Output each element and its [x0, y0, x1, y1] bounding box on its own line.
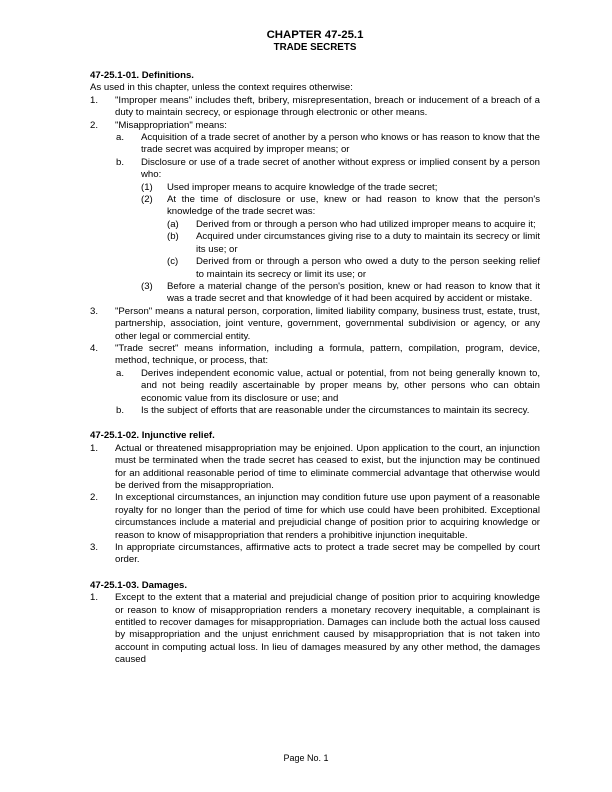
item-text: "Improper means" includes theft, bribery, misrepresentation, breach or inducement of a breach of a duty to maintain secrecy, or espionage through electronic or other means.: [115, 94, 540, 119]
item-text: Is the subject of efforts that are reasonable under the circumstances to maintain its secrecy.: [141, 404, 530, 416]
list-item: [90, 256, 540, 281]
item-text: At the time of disclosure or use, knew or had reason to know that the person's knowledge of the trade secret was:: [167, 194, 540, 218]
item-marker: 3.: [90, 542, 99, 554]
item-text: Acquired under circumstances giving rise to a duty to maintain its secrecy or limit its use; or: [196, 231, 540, 255]
item-marker: 1.: [90, 592, 99, 604]
item-marker: 3.: [90, 305, 99, 317]
item-text: In exceptional circumstances, an injunction may condition future use upon payment of a reasonable royalty for no longer than the period of time for which use could have been prohibited. Exceptional circumstances include a material and prejudicial change of position prior to acquiring knowledge or reason to know of misappropriation that renders a prohibitive injunction inequitable.: [115, 492, 540, 541]
list-item: [90, 194, 540, 219]
list-item: [90, 542, 540, 567]
list-item: [90, 492, 540, 542]
item-text: Disclosure or use of a trade secret of another without express or implied consent by a person who:: [141, 156, 540, 181]
item-marker: 4.: [90, 342, 99, 354]
item-marker: (a): [167, 218, 179, 230]
item-text: Before a material change of the person's position, knew or had reason to know that it was a trade secret and that knowledge of it had been acquired by accident or mistake.: [167, 280, 540, 305]
list-item: [90, 592, 540, 666]
section-intro: As used in this chapter, unless the context requires otherwise:: [90, 82, 353, 94]
item-marker: 2.: [90, 119, 99, 131]
list-item: [90, 306, 540, 343]
item-marker: 2.: [90, 492, 99, 504]
page-number: Page No. 1: [283, 753, 329, 763]
item-text: Derived from or through a person who owed a duty to the person seeking relief to maintain its secrecy or limit its use; or: [196, 256, 540, 280]
section-definitions: [90, 70, 540, 417]
list-item: [90, 95, 540, 120]
item-marker: b.: [116, 156, 125, 168]
list-item: [90, 231, 540, 256]
item-text: "Misappropriation" means:: [115, 119, 227, 131]
item-text: Used improper means to acquire knowledge of the trade secret;: [167, 181, 438, 193]
item-marker: 1.: [90, 94, 99, 106]
list-item: [90, 219, 540, 231]
document-body: [90, 29, 540, 680]
list-item: [90, 120, 540, 132]
chapter-title: CHAPTER 47-25.1: [266, 29, 364, 41]
item-text: Actual or threatened misappropriation may be enjoined. Upon application to the court, an injunction must be terminated when the trade secret has ceased to exist, but the injunction may be continued for an additional reasonable period of time to eliminate commercial advantage that otherwise would be derived from the misappropriation.: [115, 442, 540, 491]
list-item: [90, 281, 540, 306]
item-text: Except to the extent that a material and prejudicial change of position prior to acquiring knowledge or reason to know of misappropriation renders a monetary recovery inequitable, a complainant is entitled to recover damages for misappropriation. Damages can include both the actual loss caused by misappropriation and the unjust enrichment caused by misappropriation that is not taken into account in computing actual loss. In lieu of damages measured by any other method, the damages caused: [115, 592, 540, 666]
list-item: [90, 157, 540, 182]
item-marker: (3): [141, 280, 153, 292]
item-marker: (c): [167, 256, 179, 268]
list-item: [90, 343, 540, 368]
item-marker: (b): [167, 231, 179, 243]
item-marker: (1): [141, 181, 153, 193]
section-injunctive-relief: [90, 430, 540, 566]
item-text: Derived from or through a person who had utilized improper means to acquire it;: [196, 218, 536, 230]
item-text: Derives independent economic value, actual or potential, from not being generally known to, and not being readily ascertainable by proper means by, other persons who can obtain economic value from its disclosure or use; and: [141, 367, 540, 404]
section-damages: [90, 580, 540, 667]
item-text: "Person" means a natural person, corporation, limited liability company, business trust, estate, trust, partnership, association, joint venture, government, governmental subdivision or agency, or any other legal or commercial entity.: [115, 305, 540, 342]
item-marker: a.: [116, 132, 125, 144]
item-marker: 1.: [90, 442, 99, 454]
section-heading: 47-25.1-02. Injunctive relief.: [90, 430, 215, 442]
list-item: [90, 405, 540, 417]
item-text: "Trade secret" means information, including a formula, pattern, compilation, program, device, method, technique, or process, that:: [115, 342, 540, 367]
item-marker: b.: [116, 404, 125, 416]
item-text: In appropriate circumstances, affirmative acts to protect a trade secret may be compelled by court order.: [115, 542, 540, 566]
list-item: [90, 132, 540, 157]
list-item: [90, 368, 540, 405]
section-heading: 47-25.1-01. Definitions.: [90, 70, 194, 81]
item-marker: (2): [141, 194, 153, 206]
section-heading: 47-25.1-03. Damages.: [90, 579, 188, 591]
chapter-subtitle: TRADE SECRETS: [273, 42, 357, 53]
item-marker: a.: [116, 367, 125, 379]
list-item: [90, 443, 540, 493]
item-text: Acquisition of a trade secret of another by a person who knows or has reason to know that the trade secret was acquired by improper means; or: [141, 132, 540, 156]
list-item: [90, 182, 540, 194]
